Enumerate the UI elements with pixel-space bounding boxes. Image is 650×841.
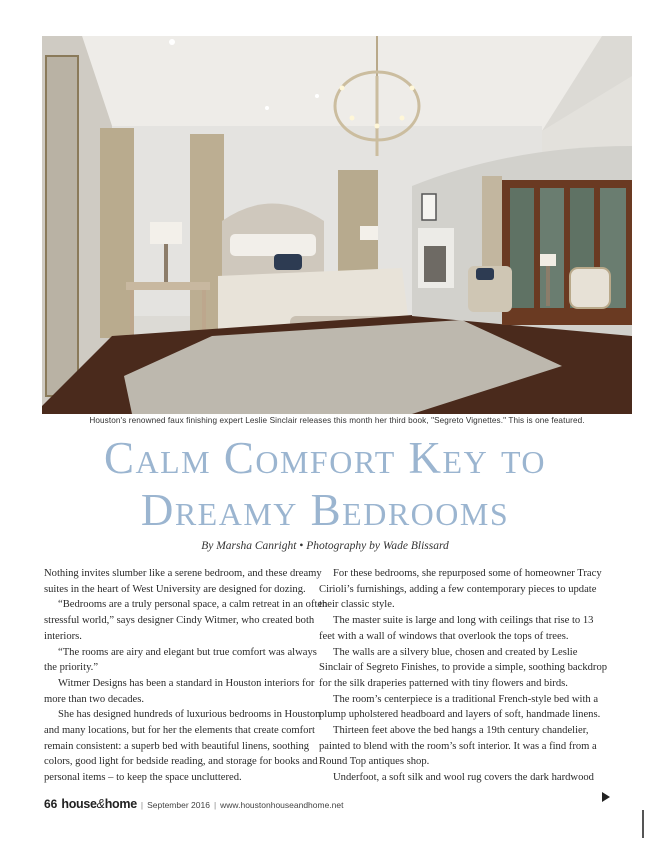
issue-date: September 2016 [147,800,210,810]
paragraph: The walls are a silvery blue, chosen and created by Leslie Sinclair of Segreto Finishes, to provide a simple, soothing backdrop for the silk draperies patterned with tiny flowers and birds. [319,646,608,689]
brand-amp: & [96,797,105,811]
brand-right: home [104,797,137,811]
brand-left: house [61,797,97,811]
paragraph: Thirteen feet above the bed hangs a 19th century chandelier, painted to blend with the room’s soft interior. It was a find from a Round Top antiques shop. [319,725,597,768]
paragraph: The room’s centerpiece is a traditional French-style bed with a plump upholstered headboard and layers of soft, handmade linens. [319,693,601,721]
article-column-right [319,566,609,786]
headline-line-2: Dreamy Bedrooms [140,485,510,535]
paragraph: Underfoot, a soft silk and wool rug covers the dark hardwood [333,772,594,784]
article-headline [20,432,630,536]
continue-arrow-icon [602,792,610,802]
paragraph: Nothing invites slumber like a serene bedroom, and these dreamy suites in the heart of West University are designed for dozing. [44,568,322,595]
paragraph: She has designed hundreds of luxurious bedrooms in Houston and many locations, but for her the elements that create comfort remain consistent: a superb bed with beautiful linens, soothing colors, good light for bedside reading, and storage for books and personal items – to keep the space uncluttered. [44,709,321,784]
headline-line-1: Calm Comfort Key to [103,433,547,483]
paragraph: “The rooms are airy and elegant but true comfort was always the priority.” [44,646,317,674]
article-column-left [44,566,328,786]
footer-separator: | [140,800,144,810]
scan-edge-mark [642,810,644,838]
magazine-logo [61,797,137,811]
page-footer [44,797,344,813]
website-url: www.houstonhouseandhome.net [220,800,344,810]
paragraph: For these bedrooms, she repurposed some of homeowner Tracy Cirioli’s furnishings, adding a few contemporary pieces to update their classic style. [319,568,602,611]
paragraph: The master suite is large and long with ceilings that rise to 13 feet with a wall of windows that overlook the tops of trees. [319,615,594,642]
paragraph: “Bedrooms are a truly personal space, a calm retreat in an often stressful world,” says designer Cindy Witmer, who created both interiors. [44,599,328,642]
bedroom-photo [42,36,632,414]
byline: By Marsha Canright • Photography by Wade Blissard [201,540,449,552]
paragraph: Witmer Designs has been a standard in Houston interiors for more than two decades. [44,677,315,705]
footer-separator: | [213,800,217,810]
photo-caption: Houston's renowned faux finishing expert Leslie Sinclair releases this month her third book, "Segreto Vignettes." This is one featured. [89,416,585,425]
page-number: 66 [44,797,58,811]
